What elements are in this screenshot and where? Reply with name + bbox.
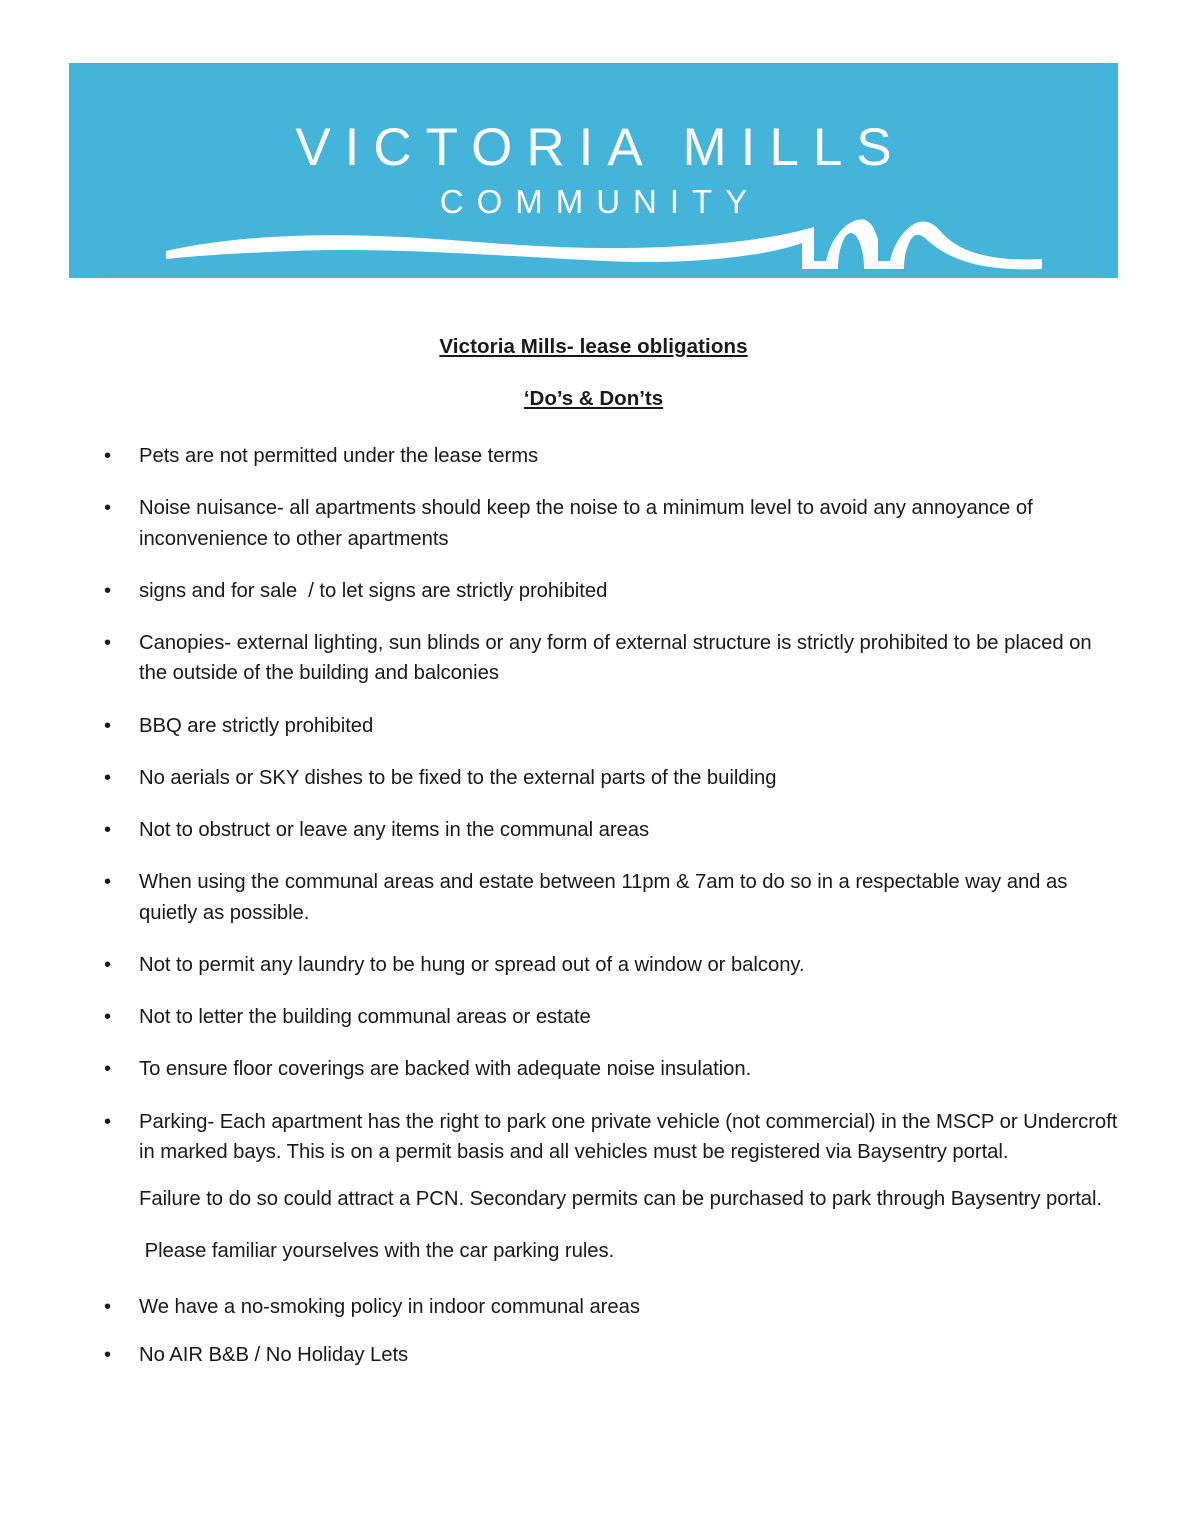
list-item-text: Pets are not permitted under the lease terms — [139, 445, 539, 468]
subtitle-block — [0, 386, 1187, 412]
list-item-text: Parking- Each apartment has the right to park one private vehicle (not commercial) in the MSCP or Undercroft in marked bays. This is on a permit basis and all vehicles must be registered via Baysentry portal. — [139, 1110, 1123, 1163]
list-item-text: No AIR B&B / No Holiday Lets — [139, 1343, 409, 1366]
bullet-icon: • — [104, 953, 112, 976]
logo-brand-line-secondary: COMMUNITY — [439, 183, 761, 220]
page-title: Victoria Mills- lease obligations — [439, 335, 748, 358]
parking-subparagraph: Failure to do so could attract a PCN. Secondary permits can be purchased to park through Baysentry portal. — [139, 1188, 1103, 1210]
lease-obligations-list — [0, 441, 1187, 1184]
list-item — [0, 950, 1187, 1002]
list-item-text: To ensure floor coverings are backed with adequate noise insulation. — [139, 1058, 752, 1081]
list-item — [0, 815, 1187, 867]
list-item — [0, 1340, 1187, 1387]
title-block — [0, 334, 1187, 360]
list-item-text: When using the communal areas and estate between 11pm & 7am to do so in a respectable way and as quietly as possible. — [139, 871, 1073, 924]
bullet-icon: • — [104, 579, 112, 602]
list-item — [0, 1054, 1187, 1106]
header-banner — [69, 63, 1118, 278]
list-item-text: No aerials or SKY dishes to be fixed to the external parts of the building — [139, 766, 777, 789]
list-item — [0, 628, 1187, 710]
document-body — [0, 278, 1187, 1387]
bullet-icon: • — [104, 1058, 112, 1081]
bullet-icon: • — [104, 497, 112, 520]
bullet-icon: • — [104, 1343, 112, 1366]
list-item-text: Not to permit any laundry to be hung or spread out of a window or balcony. — [139, 953, 805, 976]
list-item — [0, 493, 1187, 575]
list-item — [0, 1002, 1187, 1054]
list-item-text: We have a no-smoking policy in indoor communal areas — [139, 1296, 640, 1319]
bullet-icon: • — [104, 766, 112, 789]
list-item — [0, 441, 1187, 493]
victoria-mills-logo — [69, 63, 1118, 278]
list-item-text: Not to obstruct or leave any items in the communal areas — [139, 819, 650, 842]
bullet-icon: • — [104, 632, 112, 655]
parking-subparagraph: Please familiar yourselves with the car parking rules. — [139, 1240, 615, 1263]
list-item-text: Not to letter the building communal areas or estate — [139, 1006, 591, 1029]
page-subtitle: ‘Do’s & Don’ts — [523, 386, 664, 410]
list-item — [0, 1292, 1187, 1339]
list-item — [0, 576, 1187, 628]
list-item-text: Noise nuisance- all apartments should keep the noise to a minimum level to avoid any annoyance of inconvenience to other apartments — [139, 497, 1039, 550]
bullet-icon: • — [104, 871, 112, 894]
list-item — [0, 1107, 1187, 1184]
bullet-icon: • — [104, 1110, 112, 1133]
bullet-icon: • — [104, 714, 112, 737]
bullet-icon: • — [104, 445, 112, 468]
list-item-text: Canopies- external lighting, sun blinds or any form of external structure is strictly prohibited to be placed on the outside of the building and balconies — [139, 632, 1098, 685]
list-item-text: BBQ are strictly prohibited — [139, 714, 374, 737]
mill-wave-logo-icon — [164, 203, 1044, 273]
list-item-text: signs and for sale / to let signs are strictly prohibited — [139, 579, 608, 602]
list-item — [0, 867, 1187, 949]
list-item — [0, 711, 1187, 763]
logo-brand-line-primary: VICTORIA MILLS — [295, 118, 906, 177]
lease-obligations-list-continued — [0, 1292, 1187, 1386]
bullet-icon: • — [104, 1296, 112, 1319]
list-item — [0, 763, 1187, 815]
bullet-icon: • — [104, 819, 112, 842]
bullet-icon: • — [104, 1006, 112, 1029]
